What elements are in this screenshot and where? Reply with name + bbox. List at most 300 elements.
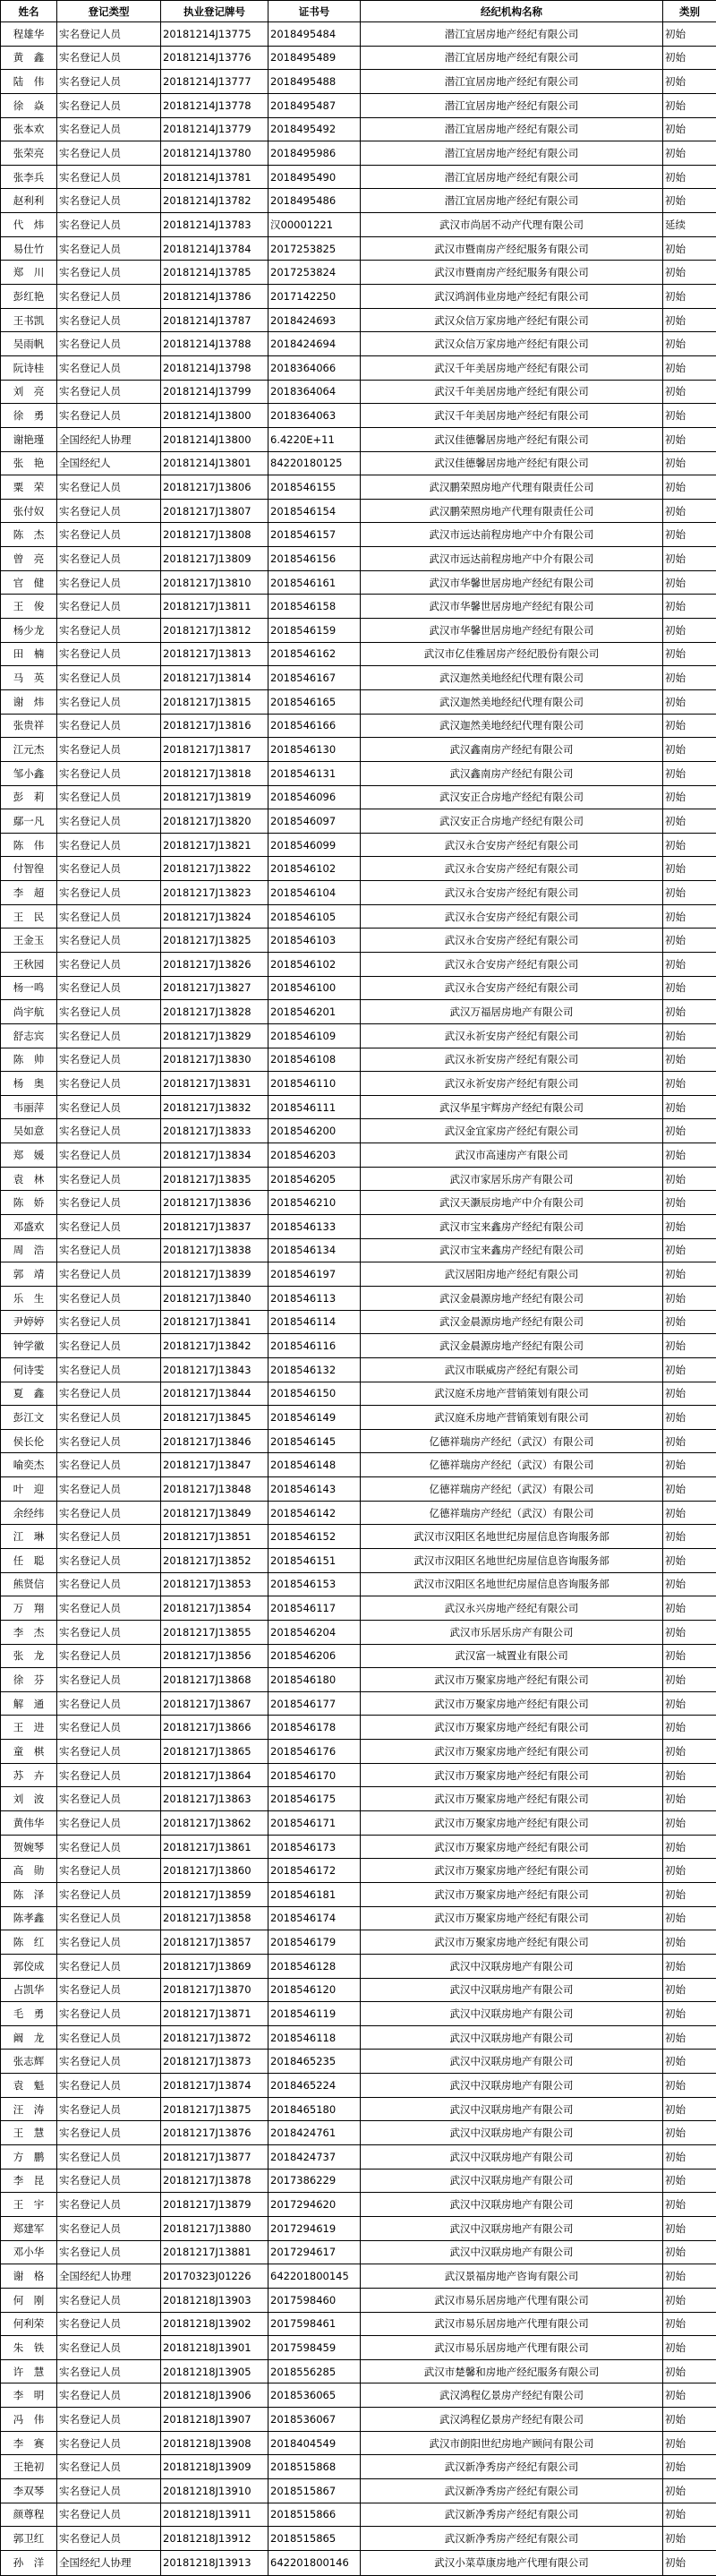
cell-name: 代 炜 bbox=[1, 213, 57, 237]
cell-name: 张贵祥 bbox=[1, 714, 57, 738]
cell-name: 张志辉 bbox=[1, 2050, 57, 2074]
table-row bbox=[1, 261, 716, 285]
cell-certificate-number: 2018546175 bbox=[268, 1787, 361, 1811]
cell-registration-type: 实名登记人员 bbox=[57, 2288, 161, 2312]
cell-category: 初始 bbox=[663, 1787, 716, 1811]
cell-license-number: 20181217J13841 bbox=[161, 1310, 268, 1334]
cell-name: 童 棋 bbox=[1, 1740, 57, 1764]
table-row bbox=[1, 1095, 716, 1119]
cell-name: 尹婷婷 bbox=[1, 1310, 57, 1334]
cell-registration-type: 实名登记人员 bbox=[57, 570, 161, 595]
cell-name: 何 刚 bbox=[1, 2288, 57, 2312]
cell-license-number: 20181214J13776 bbox=[161, 46, 268, 70]
cell-agency-name: 武汉迦然美地经纪代理有限公司 bbox=[361, 714, 663, 738]
cell-agency-name: 潜江宜居房地产经纪有限公司 bbox=[361, 189, 663, 213]
cell-name: 郭佼成 bbox=[1, 1954, 57, 1978]
cell-registration-type: 实名登记人员 bbox=[57, 523, 161, 547]
cell-registration-type: 实名登记人员 bbox=[57, 2050, 161, 2074]
cell-agency-name: 武汉千年美居房地产经纪有限公司 bbox=[361, 380, 663, 404]
cell-license-number: 20181217J13842 bbox=[161, 1334, 268, 1358]
table-row bbox=[1, 1357, 716, 1382]
cell-certificate-number: 2018546165 bbox=[268, 689, 361, 714]
cell-certificate-number: 2018546205 bbox=[268, 1167, 361, 1191]
table-row bbox=[1, 70, 716, 94]
cell-agency-name: 武汉市易乐居房地产代理有限公司 bbox=[361, 2312, 663, 2336]
table-row bbox=[1, 2002, 716, 2026]
cell-category: 初始 bbox=[663, 1453, 716, 1477]
cell-category: 初始 bbox=[663, 2431, 716, 2455]
cell-registration-type: 实名登记人员 bbox=[57, 2193, 161, 2217]
cell-agency-name: 武汉安正合房地产经纪有限公司 bbox=[361, 809, 663, 834]
cell-registration-type: 实名登记人员 bbox=[57, 761, 161, 785]
table-row bbox=[1, 1286, 716, 1310]
cell-license-number: 20181214J13785 bbox=[161, 261, 268, 285]
cell-certificate-number: 2018495487 bbox=[268, 93, 361, 117]
table-row bbox=[1, 1000, 716, 1024]
cell-certificate-number: 2018536065 bbox=[268, 2383, 361, 2408]
cell-license-number: 20181214J13788 bbox=[161, 332, 268, 356]
cell-category: 初始 bbox=[663, 2312, 716, 2336]
cell-category: 初始 bbox=[663, 1477, 716, 1502]
cell-agency-name: 武汉中汉联房地产有限公司 bbox=[361, 2121, 663, 2145]
cell-name: 孙 洋 bbox=[1, 2550, 57, 2575]
cell-registration-type: 实名登记人员 bbox=[57, 1859, 161, 1883]
cell-agency-name: 武汉市家居乐房产有限公司 bbox=[361, 1167, 663, 1191]
cell-category: 初始 bbox=[663, 1262, 716, 1287]
cell-name: 李 昆 bbox=[1, 2169, 57, 2193]
cell-license-number: 20181217J13833 bbox=[161, 1119, 268, 1143]
cell-name: 郑建军 bbox=[1, 2216, 57, 2240]
table-row bbox=[1, 714, 716, 738]
cell-name: 颜尊程 bbox=[1, 2503, 57, 2527]
cell-license-number: 20181214J13799 bbox=[161, 380, 268, 404]
cell-agency-name: 武汉富一城置业有限公司 bbox=[361, 1644, 663, 1668]
cell-name: 王 慧 bbox=[1, 2121, 57, 2145]
cell-agency-name: 武汉市乐居乐房产有限公司 bbox=[361, 1620, 663, 1644]
cell-name: 李 超 bbox=[1, 881, 57, 905]
cell-certificate-number: 2017598460 bbox=[268, 2288, 361, 2312]
cell-license-number: 20181217J13877 bbox=[161, 2145, 268, 2169]
cell-registration-type: 实名登记人员 bbox=[57, 1406, 161, 1430]
cell-license-number: 20181217J13811 bbox=[161, 595, 268, 619]
cell-license-number: 20181217J13862 bbox=[161, 1811, 268, 1836]
cell-registration-type: 实名登记人员 bbox=[57, 1501, 161, 1525]
cell-certificate-number: 642201800145 bbox=[268, 2264, 361, 2289]
cell-agency-name: 武汉佳德馨居房地产经纪有限公司 bbox=[361, 451, 663, 475]
cell-name: 陆 伟 bbox=[1, 70, 57, 94]
cell-certificate-number: 2018495490 bbox=[268, 165, 361, 189]
cell-license-number: 20181217J13866 bbox=[161, 1716, 268, 1740]
cell-category: 初始 bbox=[663, 904, 716, 929]
cell-registration-type: 实名登记人员 bbox=[57, 666, 161, 690]
table-row bbox=[1, 2288, 716, 2312]
cell-name: 刘 波 bbox=[1, 1787, 57, 1811]
cell-registration-type: 实名登记人员 bbox=[57, 1549, 161, 1573]
cell-name: 陈 泽 bbox=[1, 1882, 57, 1906]
cell-category: 初始 bbox=[663, 976, 716, 1000]
cell-certificate-number: 2018465180 bbox=[268, 2097, 361, 2121]
cell-agency-name: 武汉迦然美地经纪代理有限公司 bbox=[361, 689, 663, 714]
table-row bbox=[1, 761, 716, 785]
cell-agency-name: 武汉市宝来鑫房产经纪有限公司 bbox=[361, 1215, 663, 1239]
cell-license-number: 20181217J13860 bbox=[161, 1859, 268, 1883]
cell-registration-type: 实名登记人员 bbox=[57, 1357, 161, 1382]
cell-certificate-number: 2018546133 bbox=[268, 1215, 361, 1239]
cell-agency-name: 武汉鸿程亿景房产经纪有限公司 bbox=[361, 2408, 663, 2432]
cell-certificate-number: 2018546177 bbox=[268, 1691, 361, 1716]
cell-category: 初始 bbox=[663, 1310, 716, 1334]
cell-license-number: 20181217J13874 bbox=[161, 2074, 268, 2098]
table-row bbox=[1, 1238, 716, 1262]
cell-license-number: 20181217J13864 bbox=[161, 1763, 268, 1787]
table-row bbox=[1, 570, 716, 595]
cell-category: 初始 bbox=[663, 117, 716, 141]
cell-registration-type: 实名登记人员 bbox=[57, 785, 161, 809]
header-registration-type: 登记类型 bbox=[57, 1, 161, 22]
cell-registration-type: 实名登记人员 bbox=[57, 404, 161, 428]
cell-license-number: 20181217J13878 bbox=[161, 2169, 268, 2193]
table-row bbox=[1, 380, 716, 404]
cell-certificate-number: 2018546171 bbox=[268, 1811, 361, 1836]
cell-certificate-number: 2017294620 bbox=[268, 2193, 361, 2217]
cell-name: 乐 生 bbox=[1, 1286, 57, 1310]
cell-name: 张 艳 bbox=[1, 451, 57, 475]
cell-agency-name: 潜江宜居房地产经纪有限公司 bbox=[361, 93, 663, 117]
cell-license-number: 20181214J13781 bbox=[161, 165, 268, 189]
table-row bbox=[1, 833, 716, 857]
cell-category: 初始 bbox=[663, 1716, 716, 1740]
header-certificate-number: 证书号 bbox=[268, 1, 361, 22]
cell-license-number: 20170323J01226 bbox=[161, 2264, 268, 2289]
cell-agency-name: 武汉市华馨世居房地产经纪有限公司 bbox=[361, 570, 663, 595]
cell-license-number: 20181217J13868 bbox=[161, 1668, 268, 1692]
cell-agency-name: 武汉中汉联房地产有限公司 bbox=[361, 1978, 663, 2002]
cell-license-number: 20181217J13839 bbox=[161, 1262, 268, 1287]
cell-name: 赵利利 bbox=[1, 189, 57, 213]
cell-registration-type: 实名登记人员 bbox=[57, 1167, 161, 1191]
cell-agency-name: 武汉市汉阳区名地世纪房屋信息咨询服务部 bbox=[361, 1549, 663, 1573]
cell-agency-name: 武汉中汉联房地产有限公司 bbox=[361, 2216, 663, 2240]
cell-certificate-number: 2018546102 bbox=[268, 857, 361, 881]
cell-agency-name: 武汉庭禾房地产营销策划有限公司 bbox=[361, 1382, 663, 1406]
cell-name: 任 聪 bbox=[1, 1549, 57, 1573]
cell-license-number: 20181217J13827 bbox=[161, 976, 268, 1000]
header-agency-name: 经纪机构名称 bbox=[361, 1, 663, 22]
cell-certificate-number: 2018546162 bbox=[268, 642, 361, 666]
cell-certificate-number: 2018546131 bbox=[268, 761, 361, 785]
table-row bbox=[1, 2336, 716, 2360]
cell-category: 初始 bbox=[663, 1525, 716, 1549]
table-row bbox=[1, 1691, 716, 1716]
table-row bbox=[1, 1906, 716, 1930]
cell-category: 初始 bbox=[663, 189, 716, 213]
cell-name: 王 俊 bbox=[1, 595, 57, 619]
cell-registration-type: 实名登记人员 bbox=[57, 976, 161, 1000]
table-row bbox=[1, 2550, 716, 2575]
cell-category: 初始 bbox=[663, 1763, 716, 1787]
cell-certificate-number: 2018495488 bbox=[268, 70, 361, 94]
cell-name: 鄢一凡 bbox=[1, 809, 57, 834]
table-row bbox=[1, 2359, 716, 2383]
cell-name: 余经纬 bbox=[1, 1501, 57, 1525]
cell-name: 李 明 bbox=[1, 2383, 57, 2408]
cell-registration-type: 实名登记人员 bbox=[57, 1740, 161, 1764]
cell-certificate-number: 2018546111 bbox=[268, 1095, 361, 1119]
table-row bbox=[1, 2383, 716, 2408]
cell-category: 初始 bbox=[663, 2383, 716, 2408]
cell-category: 延续 bbox=[663, 213, 716, 237]
cell-license-number: 20181217J13869 bbox=[161, 1954, 268, 1978]
cell-agency-name: 武汉居阳房地产经纪有限公司 bbox=[361, 1262, 663, 1287]
cell-license-number: 20181218J13913 bbox=[161, 2550, 268, 2575]
cell-registration-type: 实名登记人员 bbox=[57, 2240, 161, 2264]
cell-registration-type: 实名登记人员 bbox=[57, 285, 161, 309]
table-row bbox=[1, 499, 716, 523]
cell-category: 初始 bbox=[663, 761, 716, 785]
cell-registration-type: 实名登记人员 bbox=[57, 1072, 161, 1096]
cell-category: 初始 bbox=[663, 1119, 716, 1143]
cell-certificate-number: 2018546108 bbox=[268, 1048, 361, 1072]
cell-registration-type: 实名登记人员 bbox=[57, 380, 161, 404]
cell-certificate-number: 2017598461 bbox=[268, 2312, 361, 2336]
cell-agency-name: 武汉天灏辰房地产中介有限公司 bbox=[361, 1191, 663, 1215]
cell-registration-type: 实名登记人员 bbox=[57, 141, 161, 166]
cell-license-number: 20181217J13881 bbox=[161, 2240, 268, 2264]
cell-license-number: 20181217J13865 bbox=[161, 1740, 268, 1764]
cell-license-number: 20181214J13786 bbox=[161, 285, 268, 309]
table-row bbox=[1, 1620, 716, 1644]
cell-category: 初始 bbox=[663, 1072, 716, 1096]
cell-name: 陈 红 bbox=[1, 1930, 57, 1955]
cell-license-number: 20181217J13821 bbox=[161, 833, 268, 857]
cell-agency-name: 武汉市尚居不动产代理有限公司 bbox=[361, 213, 663, 237]
cell-certificate-number: 2018364064 bbox=[268, 380, 361, 404]
cell-certificate-number: 2018424737 bbox=[268, 2145, 361, 2169]
table-row bbox=[1, 1572, 716, 1596]
cell-certificate-number: 2017598459 bbox=[268, 2336, 361, 2360]
cell-registration-type: 实名登记人员 bbox=[57, 1835, 161, 1859]
cell-certificate-number: 2018546113 bbox=[268, 1286, 361, 1310]
cell-category: 初始 bbox=[663, 93, 716, 117]
cell-category: 初始 bbox=[663, 547, 716, 571]
cell-name: 彭 莉 bbox=[1, 785, 57, 809]
cell-license-number: 20181218J13912 bbox=[161, 2527, 268, 2551]
cell-name: 王 民 bbox=[1, 904, 57, 929]
cell-certificate-number: 2018424761 bbox=[268, 2121, 361, 2145]
cell-registration-type: 实名登记人员 bbox=[57, 2336, 161, 2360]
cell-agency-name: 武汉鑫南房产经纪有限公司 bbox=[361, 761, 663, 785]
cell-certificate-number: 2018546152 bbox=[268, 1525, 361, 1549]
table-row bbox=[1, 1740, 716, 1764]
cell-category: 初始 bbox=[663, 1930, 716, 1955]
table-row bbox=[1, 1716, 716, 1740]
cell-certificate-number: 2018536067 bbox=[268, 2408, 361, 2432]
cell-license-number: 20181217J13856 bbox=[161, 1644, 268, 1668]
cell-license-number: 20181217J13873 bbox=[161, 2050, 268, 2074]
cell-agency-name: 武汉永祈安房产经纪有限公司 bbox=[361, 1048, 663, 1072]
cell-certificate-number: 2018546117 bbox=[268, 1596, 361, 1621]
cell-agency-name: 武汉市万聚家房地产经纪有限公司 bbox=[361, 1716, 663, 1740]
cell-certificate-number: 2017253824 bbox=[268, 261, 361, 285]
cell-category: 初始 bbox=[663, 1357, 716, 1382]
cell-name: 粟 荣 bbox=[1, 475, 57, 500]
cell-name: 杨少龙 bbox=[1, 619, 57, 643]
cell-category: 初始 bbox=[663, 2145, 716, 2169]
cell-category: 初始 bbox=[663, 165, 716, 189]
table-row bbox=[1, 547, 716, 571]
cell-license-number: 20181217J13855 bbox=[161, 1620, 268, 1644]
cell-agency-name: 潜江宜居房地产经纪有限公司 bbox=[361, 70, 663, 94]
cell-certificate-number: 2018424694 bbox=[268, 332, 361, 356]
cell-name: 谢 炜 bbox=[1, 689, 57, 714]
table-row bbox=[1, 1048, 716, 1072]
cell-category: 初始 bbox=[663, 523, 716, 547]
cell-name: 郭卫红 bbox=[1, 2527, 57, 2551]
cell-certificate-number: 2018546180 bbox=[268, 1668, 361, 1692]
cell-registration-type: 实名登记人员 bbox=[57, 1763, 161, 1787]
table-row bbox=[1, 2097, 716, 2121]
cell-category: 初始 bbox=[663, 1691, 716, 1716]
cell-agency-name: 武汉市万聚家房地产经纪有限公司 bbox=[361, 1811, 663, 1836]
cell-license-number: 20181214J13787 bbox=[161, 308, 268, 332]
table-row bbox=[1, 308, 716, 332]
cell-license-number: 20181217J13863 bbox=[161, 1787, 268, 1811]
cell-certificate-number: 汉00001221 bbox=[268, 213, 361, 237]
table-row bbox=[1, 2050, 716, 2074]
cell-license-number: 20181217J13870 bbox=[161, 1978, 268, 2002]
cell-license-number: 20181217J13840 bbox=[161, 1286, 268, 1310]
cell-license-number: 20181217J13853 bbox=[161, 1572, 268, 1596]
cell-certificate-number: 2018546153 bbox=[268, 1572, 361, 1596]
cell-agency-name: 武汉鑫南房产经纪有限公司 bbox=[361, 738, 663, 762]
cell-license-number: 20181217J13876 bbox=[161, 2121, 268, 2145]
cell-license-number: 20181214J13779 bbox=[161, 117, 268, 141]
cell-license-number: 20181217J13810 bbox=[161, 570, 268, 595]
cell-license-number: 20181214J13801 bbox=[161, 451, 268, 475]
cell-name: 解 通 bbox=[1, 1691, 57, 1716]
table-row bbox=[1, 1644, 716, 1668]
cell-category: 初始 bbox=[663, 236, 716, 261]
cell-name: 黄 鑫 bbox=[1, 46, 57, 70]
table-row bbox=[1, 475, 716, 500]
cell-registration-type: 实名登记人员 bbox=[57, 2097, 161, 2121]
cell-registration-type: 实名登记人员 bbox=[57, 22, 161, 47]
cell-category: 初始 bbox=[663, 952, 716, 976]
table-row bbox=[1, 809, 716, 834]
cell-registration-type: 实名登记人员 bbox=[57, 70, 161, 94]
cell-license-number: 20181218J13908 bbox=[161, 2431, 268, 2455]
cell-license-number: 20181217J13835 bbox=[161, 1167, 268, 1191]
table-row bbox=[1, 642, 716, 666]
cell-agency-name: 武汉万福居房地产有限公司 bbox=[361, 1000, 663, 1024]
cell-license-number: 20181217J13872 bbox=[161, 2025, 268, 2050]
cell-category: 初始 bbox=[663, 2193, 716, 2217]
cell-agency-name: 武汉中汉联房地产有限公司 bbox=[361, 2169, 663, 2193]
table-row bbox=[1, 2169, 716, 2193]
cell-certificate-number: 2018546100 bbox=[268, 976, 361, 1000]
cell-certificate-number: 2018546197 bbox=[268, 1262, 361, 1287]
cell-agency-name: 武汉迦然美地经纪代理有限公司 bbox=[361, 666, 663, 690]
cell-name: 喻奕杰 bbox=[1, 1453, 57, 1477]
table-row bbox=[1, 1501, 716, 1525]
cell-certificate-number: 2018546151 bbox=[268, 1549, 361, 1573]
cell-category: 初始 bbox=[663, 46, 716, 70]
cell-category: 初始 bbox=[663, 1906, 716, 1930]
cell-category: 初始 bbox=[663, 619, 716, 643]
cell-agency-name: 武汉市万聚家房地产经纪有限公司 bbox=[361, 1691, 663, 1716]
cell-category: 初始 bbox=[663, 2336, 716, 2360]
cell-registration-type: 实名登记人员 bbox=[57, 2121, 161, 2145]
cell-name: 毛 勇 bbox=[1, 2002, 57, 2026]
header-name: 姓名 bbox=[1, 1, 57, 22]
cell-certificate-number: 2018546109 bbox=[268, 1023, 361, 1048]
table-row bbox=[1, 1406, 716, 1430]
cell-name: 叶 迎 bbox=[1, 1477, 57, 1502]
cell-agency-name: 武汉中汉联房地产有限公司 bbox=[361, 1954, 663, 1978]
table-row bbox=[1, 1453, 716, 1477]
cell-agency-name: 武汉鸿润伟业房地产经纪有限公司 bbox=[361, 285, 663, 309]
cell-category: 初始 bbox=[663, 881, 716, 905]
table-row bbox=[1, 1310, 716, 1334]
cell-license-number: 20181217J13861 bbox=[161, 1835, 268, 1859]
cell-registration-type: 实名登记人员 bbox=[57, 1668, 161, 1692]
cell-certificate-number: 2018546173 bbox=[268, 1835, 361, 1859]
cell-agency-name: 武汉市华馨世居房地产经纪有限公司 bbox=[361, 619, 663, 643]
table-row bbox=[1, 2455, 716, 2479]
cell-registration-type: 实名登记人员 bbox=[57, 689, 161, 714]
cell-agency-name: 武汉新净秀房产经纪有限公司 bbox=[361, 2527, 663, 2551]
cell-license-number: 20181217J13824 bbox=[161, 904, 268, 929]
cell-certificate-number: 2018364063 bbox=[268, 404, 361, 428]
cell-certificate-number: 2018546149 bbox=[268, 1406, 361, 1430]
table-row bbox=[1, 1382, 716, 1406]
cell-registration-type: 实名登记人员 bbox=[57, 213, 161, 237]
cell-certificate-number: 2018495486 bbox=[268, 189, 361, 213]
table-row bbox=[1, 952, 716, 976]
cell-category: 初始 bbox=[663, 2503, 716, 2527]
cell-name: 张李兵 bbox=[1, 165, 57, 189]
cell-agency-name: 亿德祥瑞房产经纪（武汉）有限公司 bbox=[361, 1429, 663, 1453]
cell-name: 万 翔 bbox=[1, 1596, 57, 1621]
cell-agency-name: 武汉佳德馨居房地产经纪有限公司 bbox=[361, 427, 663, 451]
cell-license-number: 20181217J13808 bbox=[161, 523, 268, 547]
table-row bbox=[1, 1930, 716, 1955]
cell-category: 初始 bbox=[663, 2455, 716, 2479]
cell-agency-name: 武汉市万聚家房地产经纪有限公司 bbox=[361, 1859, 663, 1883]
table-row bbox=[1, 666, 716, 690]
cell-category: 初始 bbox=[663, 308, 716, 332]
cell-agency-name: 武汉市汉阳区名地世纪房屋信息咨询服务部 bbox=[361, 1525, 663, 1549]
cell-name: 张付奴 bbox=[1, 499, 57, 523]
cell-category: 初始 bbox=[663, 1238, 716, 1262]
cell-license-number: 20181217J13848 bbox=[161, 1477, 268, 1502]
cell-certificate-number: 2018546102 bbox=[268, 952, 361, 976]
table-row bbox=[1, 451, 716, 475]
table-row bbox=[1, 1429, 716, 1453]
cell-name: 程雄华 bbox=[1, 22, 57, 47]
cell-category: 初始 bbox=[663, 666, 716, 690]
cell-certificate-number: 2018546130 bbox=[268, 738, 361, 762]
cell-agency-name: 武汉市万聚家房地产经纪有限公司 bbox=[361, 1906, 663, 1930]
cell-registration-type: 实名登记人员 bbox=[57, 2383, 161, 2408]
cell-agency-name: 武汉市暨南房产经纪服务有限公司 bbox=[361, 236, 663, 261]
cell-agency-name: 武汉永合安房产经纪有限公司 bbox=[361, 904, 663, 929]
cell-certificate-number: 2018515865 bbox=[268, 2527, 361, 2551]
cell-category: 初始 bbox=[663, 355, 716, 380]
cell-registration-type: 实名登记人员 bbox=[57, 2527, 161, 2551]
table-row bbox=[1, 2074, 716, 2098]
cell-name: 袁 林 bbox=[1, 1167, 57, 1191]
